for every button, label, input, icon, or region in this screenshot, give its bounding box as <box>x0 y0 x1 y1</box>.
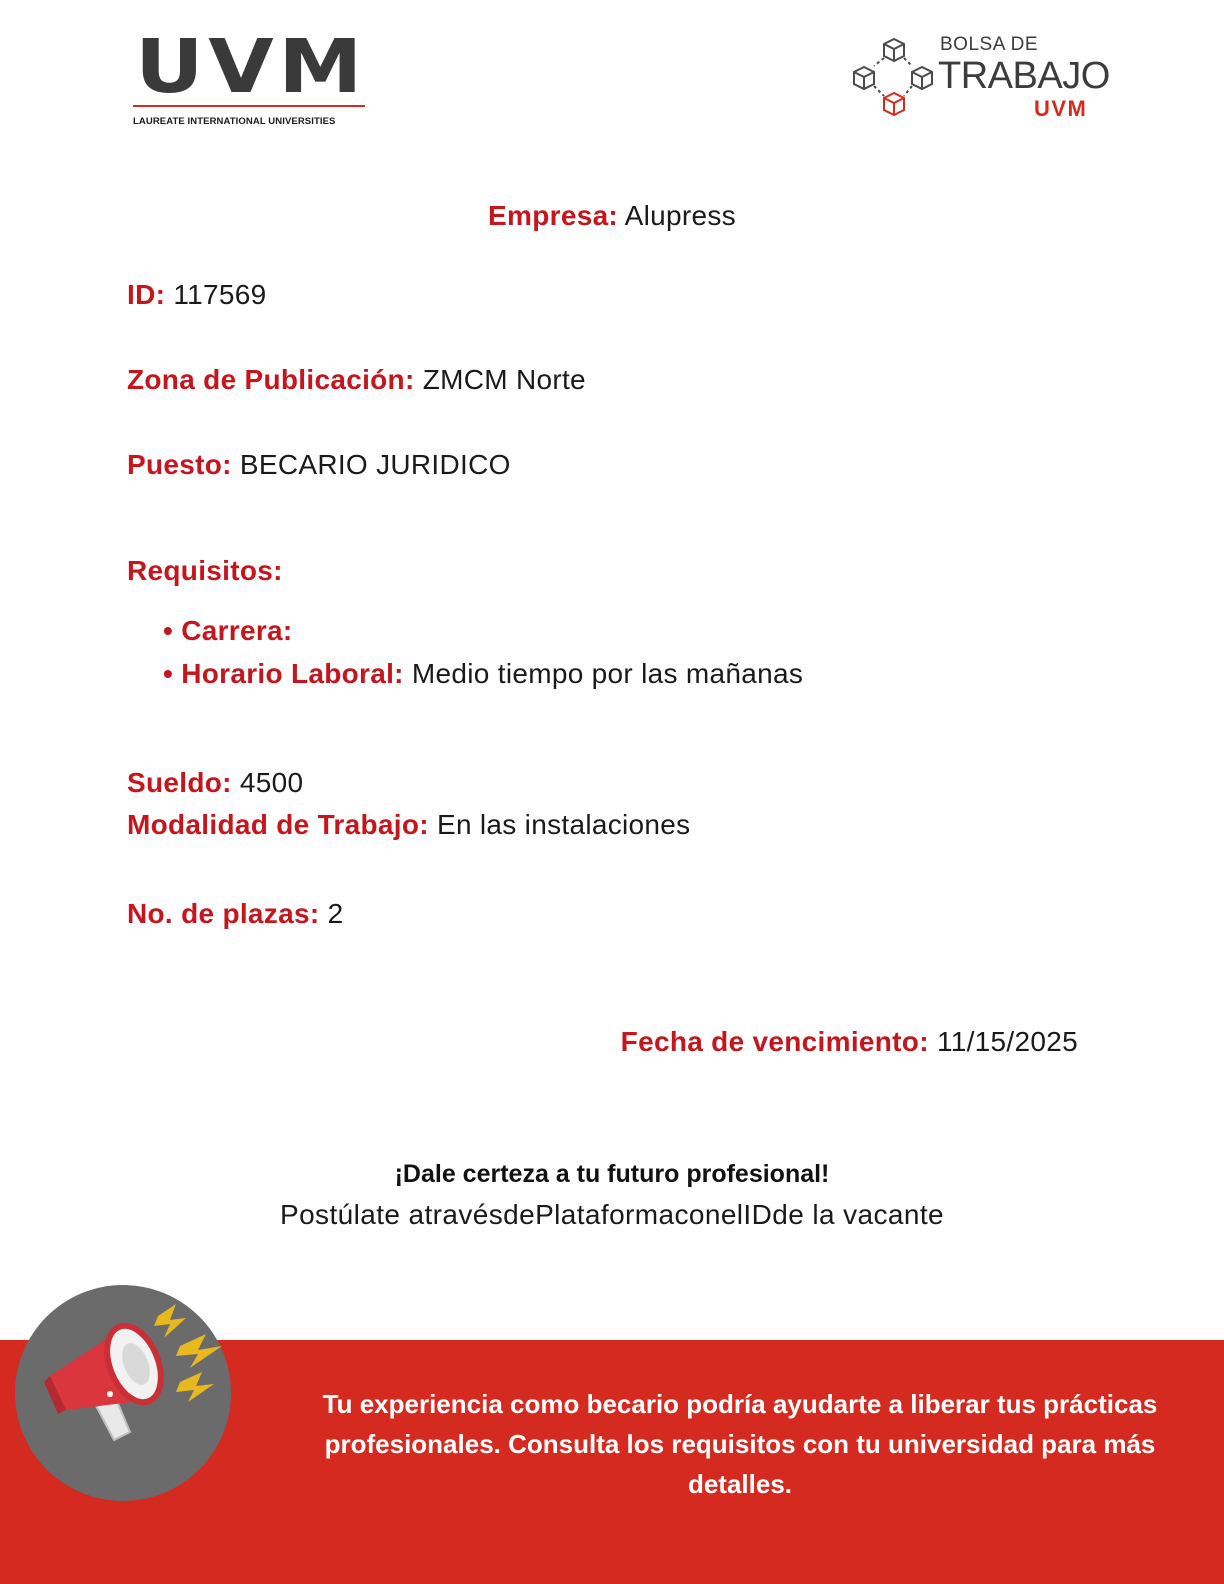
uvm-logo-tagline: LAUREATE INTERNATIONAL UNIVERSITIES <box>133 116 336 127</box>
horario-label: Horario Laboral: <box>181 658 404 689</box>
puesto-label: Puesto: <box>127 449 232 480</box>
zona-field <box>127 364 586 396</box>
horario-value: Medio tiempo por las mañanas <box>411 658 804 689</box>
vencimiento-field <box>621 1026 1078 1058</box>
vencimiento-value: 11/15/2025 <box>936 1026 1078 1057</box>
requisito-item <box>163 658 803 690</box>
carrera-label: Carrera: <box>181 615 293 646</box>
bolsa-logo-line2: TRABAJO <box>938 55 1110 97</box>
cta-title: ¡Dale certeza a tu futuro profesional! <box>394 1160 830 1188</box>
modalidad-value: En las instalaciones <box>436 809 691 840</box>
cubes-icon <box>850 34 938 120</box>
empresa-label: Empresa: <box>488 200 619 231</box>
uvm-wordmark-text: UVM <box>135 34 367 98</box>
requisitos-label: Requisitos: <box>127 555 283 586</box>
zona-label: Zona de Publicación: <box>127 364 415 395</box>
zona-value: ZMCM Norte <box>422 364 586 395</box>
plazas-label: No. de plazas: <box>127 898 320 929</box>
puesto-value: BECARIO JURIDICO <box>239 449 511 480</box>
uvm-logo <box>133 34 369 130</box>
id-value: 117569 <box>173 279 267 310</box>
vencimiento-label: Fecha de vencimiento: <box>620 1026 929 1057</box>
puesto-field <box>127 449 511 481</box>
uvm-logo-rule <box>133 105 365 107</box>
cta-instructions: Postúlate atravésdePlataformaconelIDde la vacante <box>280 1199 944 1230</box>
empresa-value: Alupress <box>624 200 736 231</box>
uvm-wordmark <box>133 34 369 98</box>
id-label: ID: <box>127 279 166 310</box>
plazas-value: 2 <box>327 898 344 929</box>
plazas-field <box>127 898 343 930</box>
requisitos-heading <box>127 555 283 587</box>
bullet-icon: • <box>163 658 174 689</box>
id-field <box>127 279 266 311</box>
bullet-icon: • <box>163 615 174 646</box>
modalidad-field <box>127 809 690 841</box>
bolsa-de-trabajo-logo <box>850 30 1110 126</box>
sueldo-field <box>127 767 303 799</box>
bolsa-logo-line1: BOLSA DE <box>940 34 1038 55</box>
megaphone-icon <box>30 1290 240 1490</box>
empresa-field <box>0 200 1224 232</box>
sueldo-value: 4500 <box>239 767 304 798</box>
bolsa-logo-line3: UVM <box>1034 96 1088 121</box>
banner-message: Tu experiencia como becario podría ayudarte a liberar tus prácticas profesionales. Consulta los requisitos con tu universidad para más detalles. <box>322 1389 1158 1499</box>
modalidad-label: Modalidad de Trabajo: <box>127 809 429 840</box>
sueldo-label: Sueldo: <box>127 767 232 798</box>
requisito-item <box>163 615 293 647</box>
